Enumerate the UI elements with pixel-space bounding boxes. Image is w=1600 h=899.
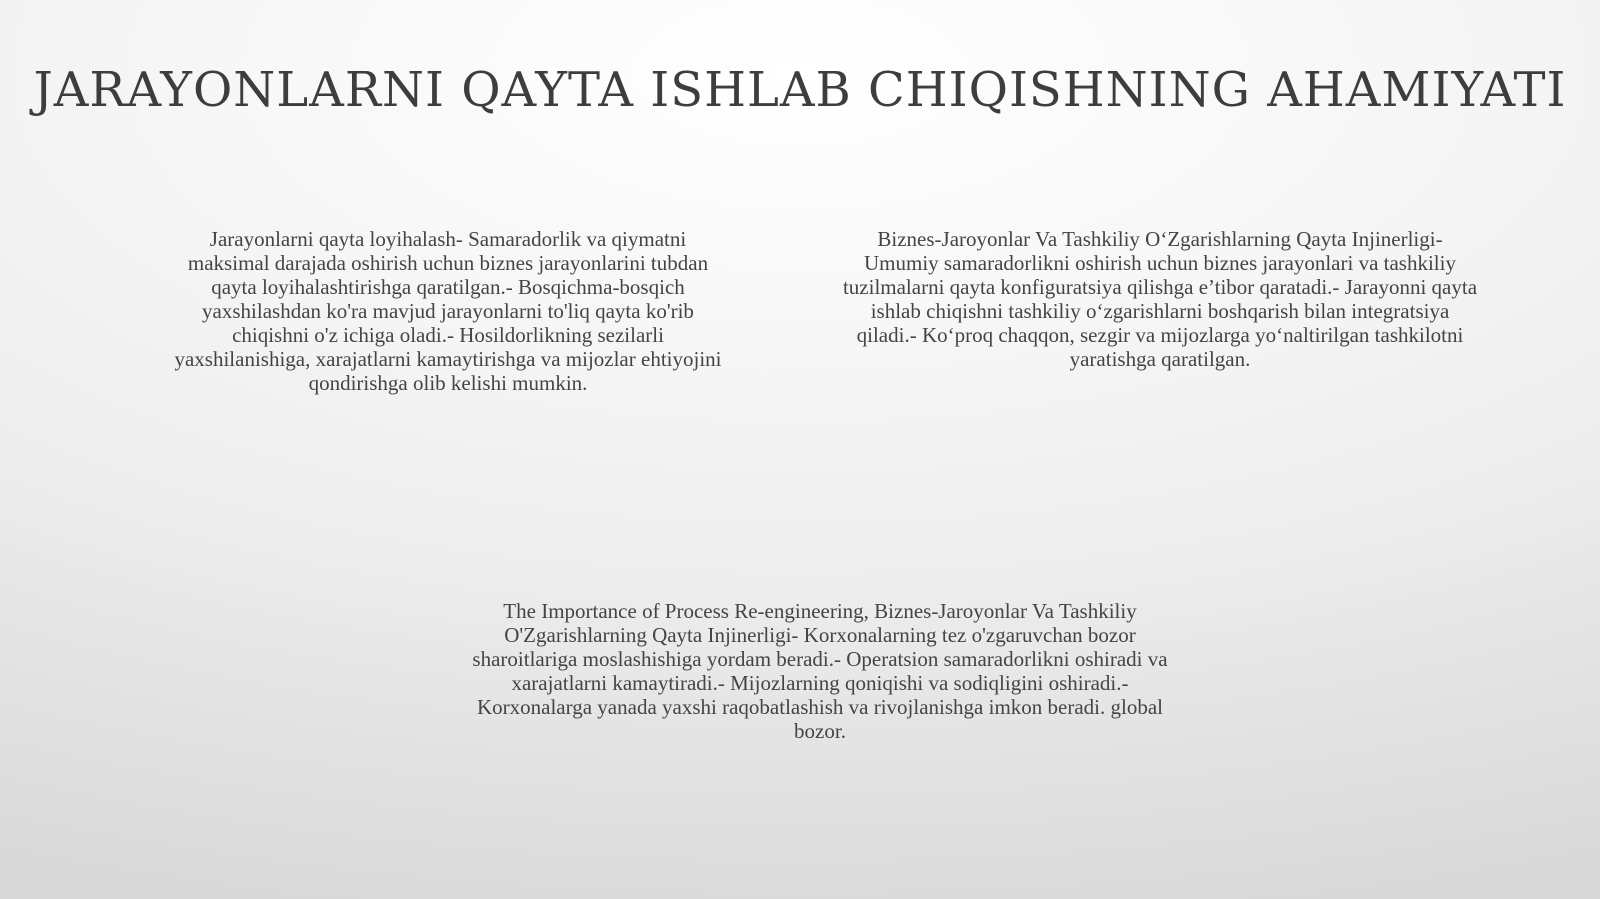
slide-title: JARAYONLARNI QAYTA ISHLAB CHIQISHNING AHAMIYATI [33,62,1567,118]
paragraph-importance: The Importance of Process Re-engineering, Biznes-Jaroyonlar Va Tashkiliy O'Zgarishlarning Qayta Injinerligi- Korxonalarning tez o'zgaruvchan bozor sharoitlariga moslashishiga yordam beradi.- Operatsion samaradorlikni oshiradi va xarajatlarni kamaytiradi.- Mijozlarning qoniqishi va sodiqligini oshiradi.- Korxonalarga yanada yaxshi raqobatlashish va rivojlanishga imkon beradi. global bozor. [472,599,1168,743]
paragraph-process-redesign: Jarayonlarni qayta loyihalash- Samaradorlik va qiymatni maksimal darajada oshirish uchun biznes jarayonlarini tubdan qayta loyihalashtirishga qaratilgan.- Bosqichma-bosqich yaxshilashdan ko'ra mavjud jarayonlarni to'liq qayta ko'rib chiqishni o'z ichiga oladi.- Hosildorlikning sezilarli yaxshilanishiga, xarajatlarni kamaytirishga va mijozlar ehtiyojini qondirishga olib kelishi mumkin. [174,227,722,395]
paragraph-business-reengineering: Biznes-Jaroyonlar Va Tashkiliy O‘Zgarishlarning Qayta Injinerligi- Umumiy samaradorlikni oshirish uchun biznes jarayonlari va tashkiliy tuzilmalarni qayta konfiguratsiya qilishga e’tibor qaratadi.- Jarayonni qayta ishlab chiqishni tashkiliy o‘zgarishlarni boshqarish bilan integratsiya qiladi.- Ko‘proq chaqqon, sezgir va mijozlarga yo‘naltirilgan tashkilotni yaratishga qaratilgan. [842,227,1478,371]
